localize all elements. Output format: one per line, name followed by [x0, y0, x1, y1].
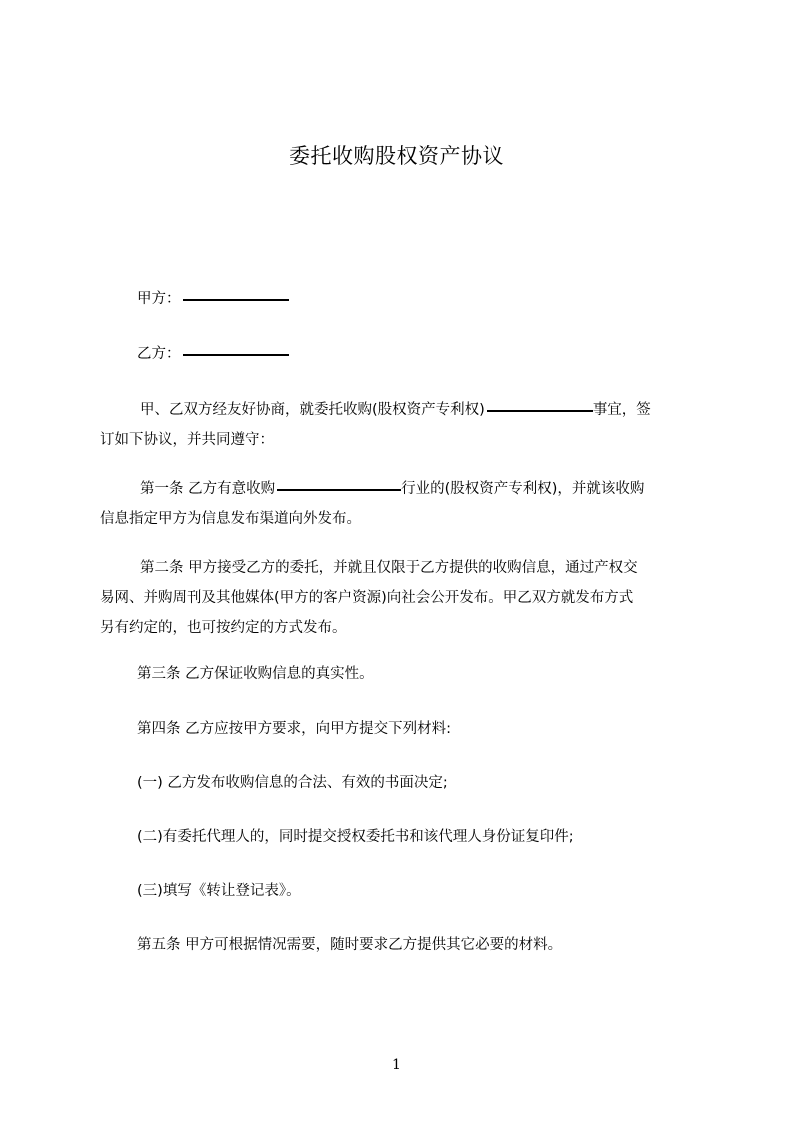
article-1-line-2: 信息指定甲方为信息发布渠道向外发布。 [100, 511, 361, 527]
article-2-line-2: 易网、并购周刊及其他媒体(甲方的客户资源)向社会公开发布。甲乙双方就发布方式 [100, 590, 634, 606]
item-3: (三)填写《转让登记表》。 [137, 883, 301, 899]
party-a-blank [183, 298, 289, 301]
article-2-paragraph [100, 553, 700, 643]
party-b-line [137, 339, 700, 369]
preamble-line-2: 订如下协议，并共同遵守： [100, 432, 274, 448]
item-1: (一) 乙方发布收购信息的合法、有效的书面决定; [137, 775, 448, 791]
party-b-label: 乙方： [137, 346, 181, 362]
party-a-label: 甲方： [137, 291, 181, 307]
article-1-line-1: 第一条 乙方有意收购 行业的(股权资产专利权)，并就该收购 [140, 481, 645, 497]
item-2: (二)有委托代理人的，同时提交授权委托书和该代理人身份证复印件; [137, 829, 574, 845]
page-number: 1 [392, 1057, 401, 1073]
article-3: 第三条 乙方保证收购信息的真实性。 [137, 666, 374, 682]
preamble-line-1: 甲、乙双方经友好协商，就委托收购(股权资产专利权) 事宜，签 [140, 402, 651, 418]
article-4: 第四条 乙方应按甲方要求，向甲方提交下列材料: [137, 721, 451, 737]
party-b-blank [183, 353, 289, 356]
article-1-paragraph [100, 474, 700, 534]
industry-blank [277, 488, 401, 491]
article-2-line-3: 另有约定的，也可按约定的方式发布。 [100, 620, 347, 636]
preamble-paragraph [100, 395, 700, 455]
article-2-line-1: 第二条 甲方接受乙方的委托，并就且仅限于乙方提供的收购信息，通过产权交 [140, 560, 638, 576]
subject-blank [487, 409, 593, 412]
document-title: 委托收购股权资产协议 [289, 144, 504, 168]
party-a-line [137, 284, 700, 314]
article-5: 第五条 甲方可根据情况需要，随时要求乙方提供其它必要的材料。 [137, 937, 563, 953]
